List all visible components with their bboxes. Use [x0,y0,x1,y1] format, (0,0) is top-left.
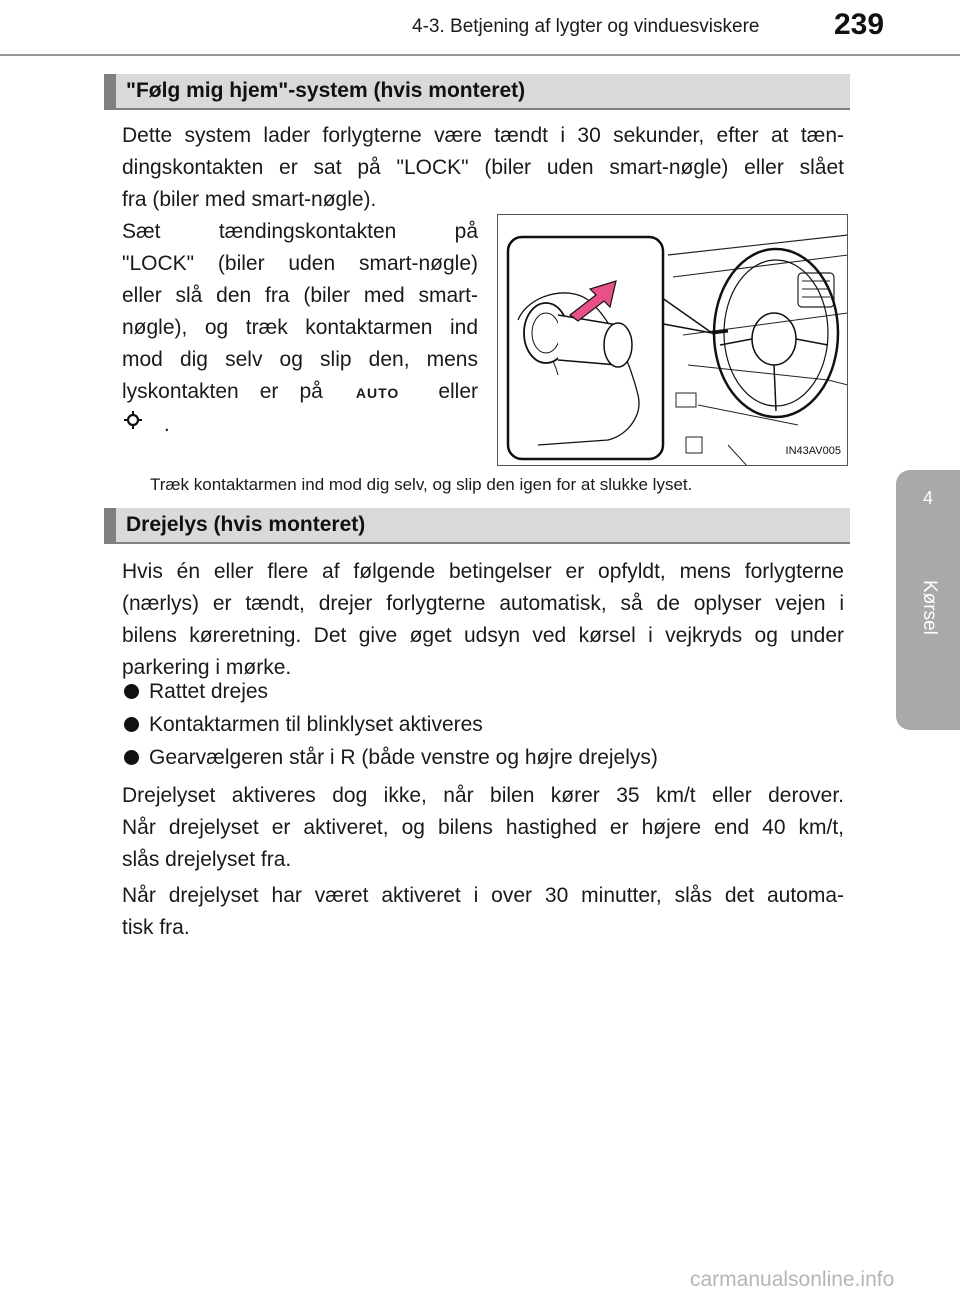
auto-symbol: AUTO [355,385,400,401]
list-item-text: Kontaktarmen til blinklyset aktiveres [149,713,483,736]
figure-code: IN43AV005 [785,445,841,457]
headlight-icon [122,409,144,441]
text-line: tisk fra. [122,916,190,939]
section2-intro [122,556,844,684]
text-line [122,376,478,409]
list-item [124,709,483,741]
list-item-text: Gearvælgeren står i R (både venstre og højre drejelys) [149,746,658,769]
text-line: Drejelyset aktiveres dog ikke, når bilen kører 35 km/t eller derover. [122,784,844,807]
text-fragment: lyskontakten er på [122,380,323,403]
section2-speed-paragraph [122,780,844,876]
text-line: Når drejelyset er aktiveret, og bilens hastighed er højere end 40 km/t, [122,816,844,839]
text-line: Hvis én eller flere af følgende betingelser er opfyldt, mens forlygterne [122,560,844,583]
running-header: 4-3. Betjening af lygter og vinduesviskere [412,16,760,37]
text-line: fra (biler med smart-nøgle). [122,188,377,211]
bullet-icon [124,717,139,732]
text-line: dingskontakten er sat på "LOCK" (biler uden smart-nøgle) eller slået [122,156,844,179]
bullet-icon [124,750,139,765]
header-divider [0,54,960,56]
section-heading-cornering-lights: Drejelys (hvis monteret) [104,508,850,544]
text-line: nøgle), og træk kontaktarmen ind [122,316,478,339]
chapter-number: 4 [922,488,933,508]
section1-intro [122,120,844,216]
text-line: (nærlys) er tændt, drejer forlygterne automatisk, så de oplyser vejen i [122,592,844,615]
chapter-tab [896,470,960,730]
text-line: "LOCK" (biler uden smart-nøgle) [122,252,478,275]
watermark: carmanualsonline.info [690,1268,895,1291]
section1-step [122,216,478,441]
text-fragment: . [163,413,170,436]
text-line: mod dig selv og slip den, mens [122,348,478,371]
page-number: 239 [834,8,885,41]
section2-timeout-paragraph [122,880,844,944]
list-item [124,676,268,708]
dashboard-drawing [498,215,848,466]
text-line: parkering i mørke. [122,656,292,679]
list-item-text: Rattet drejes [149,680,269,703]
bullet-icon [124,684,139,699]
text-line: slås drejelyset fra. [122,848,292,871]
section-heading-follow-me-home: "Følg mig hjem"-system (hvis monteret) [104,74,850,110]
text-fragment: eller [438,380,478,403]
steering-lever-illustration [497,214,848,466]
text-line: bilens køreretning. Det give øget udsyn ved kørsel i vejkryds og under [122,624,844,647]
text-line: Dette system lader forlygterne være tændt i 30 sekunder, efter at tæn- [122,124,844,147]
list-item [124,742,658,774]
text-line [122,409,478,441]
figure-caption: Træk kontaktarmen ind mod dig selv, og slip den igen for at slukke lyset. [150,475,693,494]
text-line: Sæt tændingskontakten på [122,220,478,243]
text-line: eller slå den fra (biler med smart- [122,284,478,307]
text-line: Når drejelyset har været aktiveret i over 30 minutter, slås det automa- [122,884,844,907]
chapter-label: Kørsel [919,580,940,635]
